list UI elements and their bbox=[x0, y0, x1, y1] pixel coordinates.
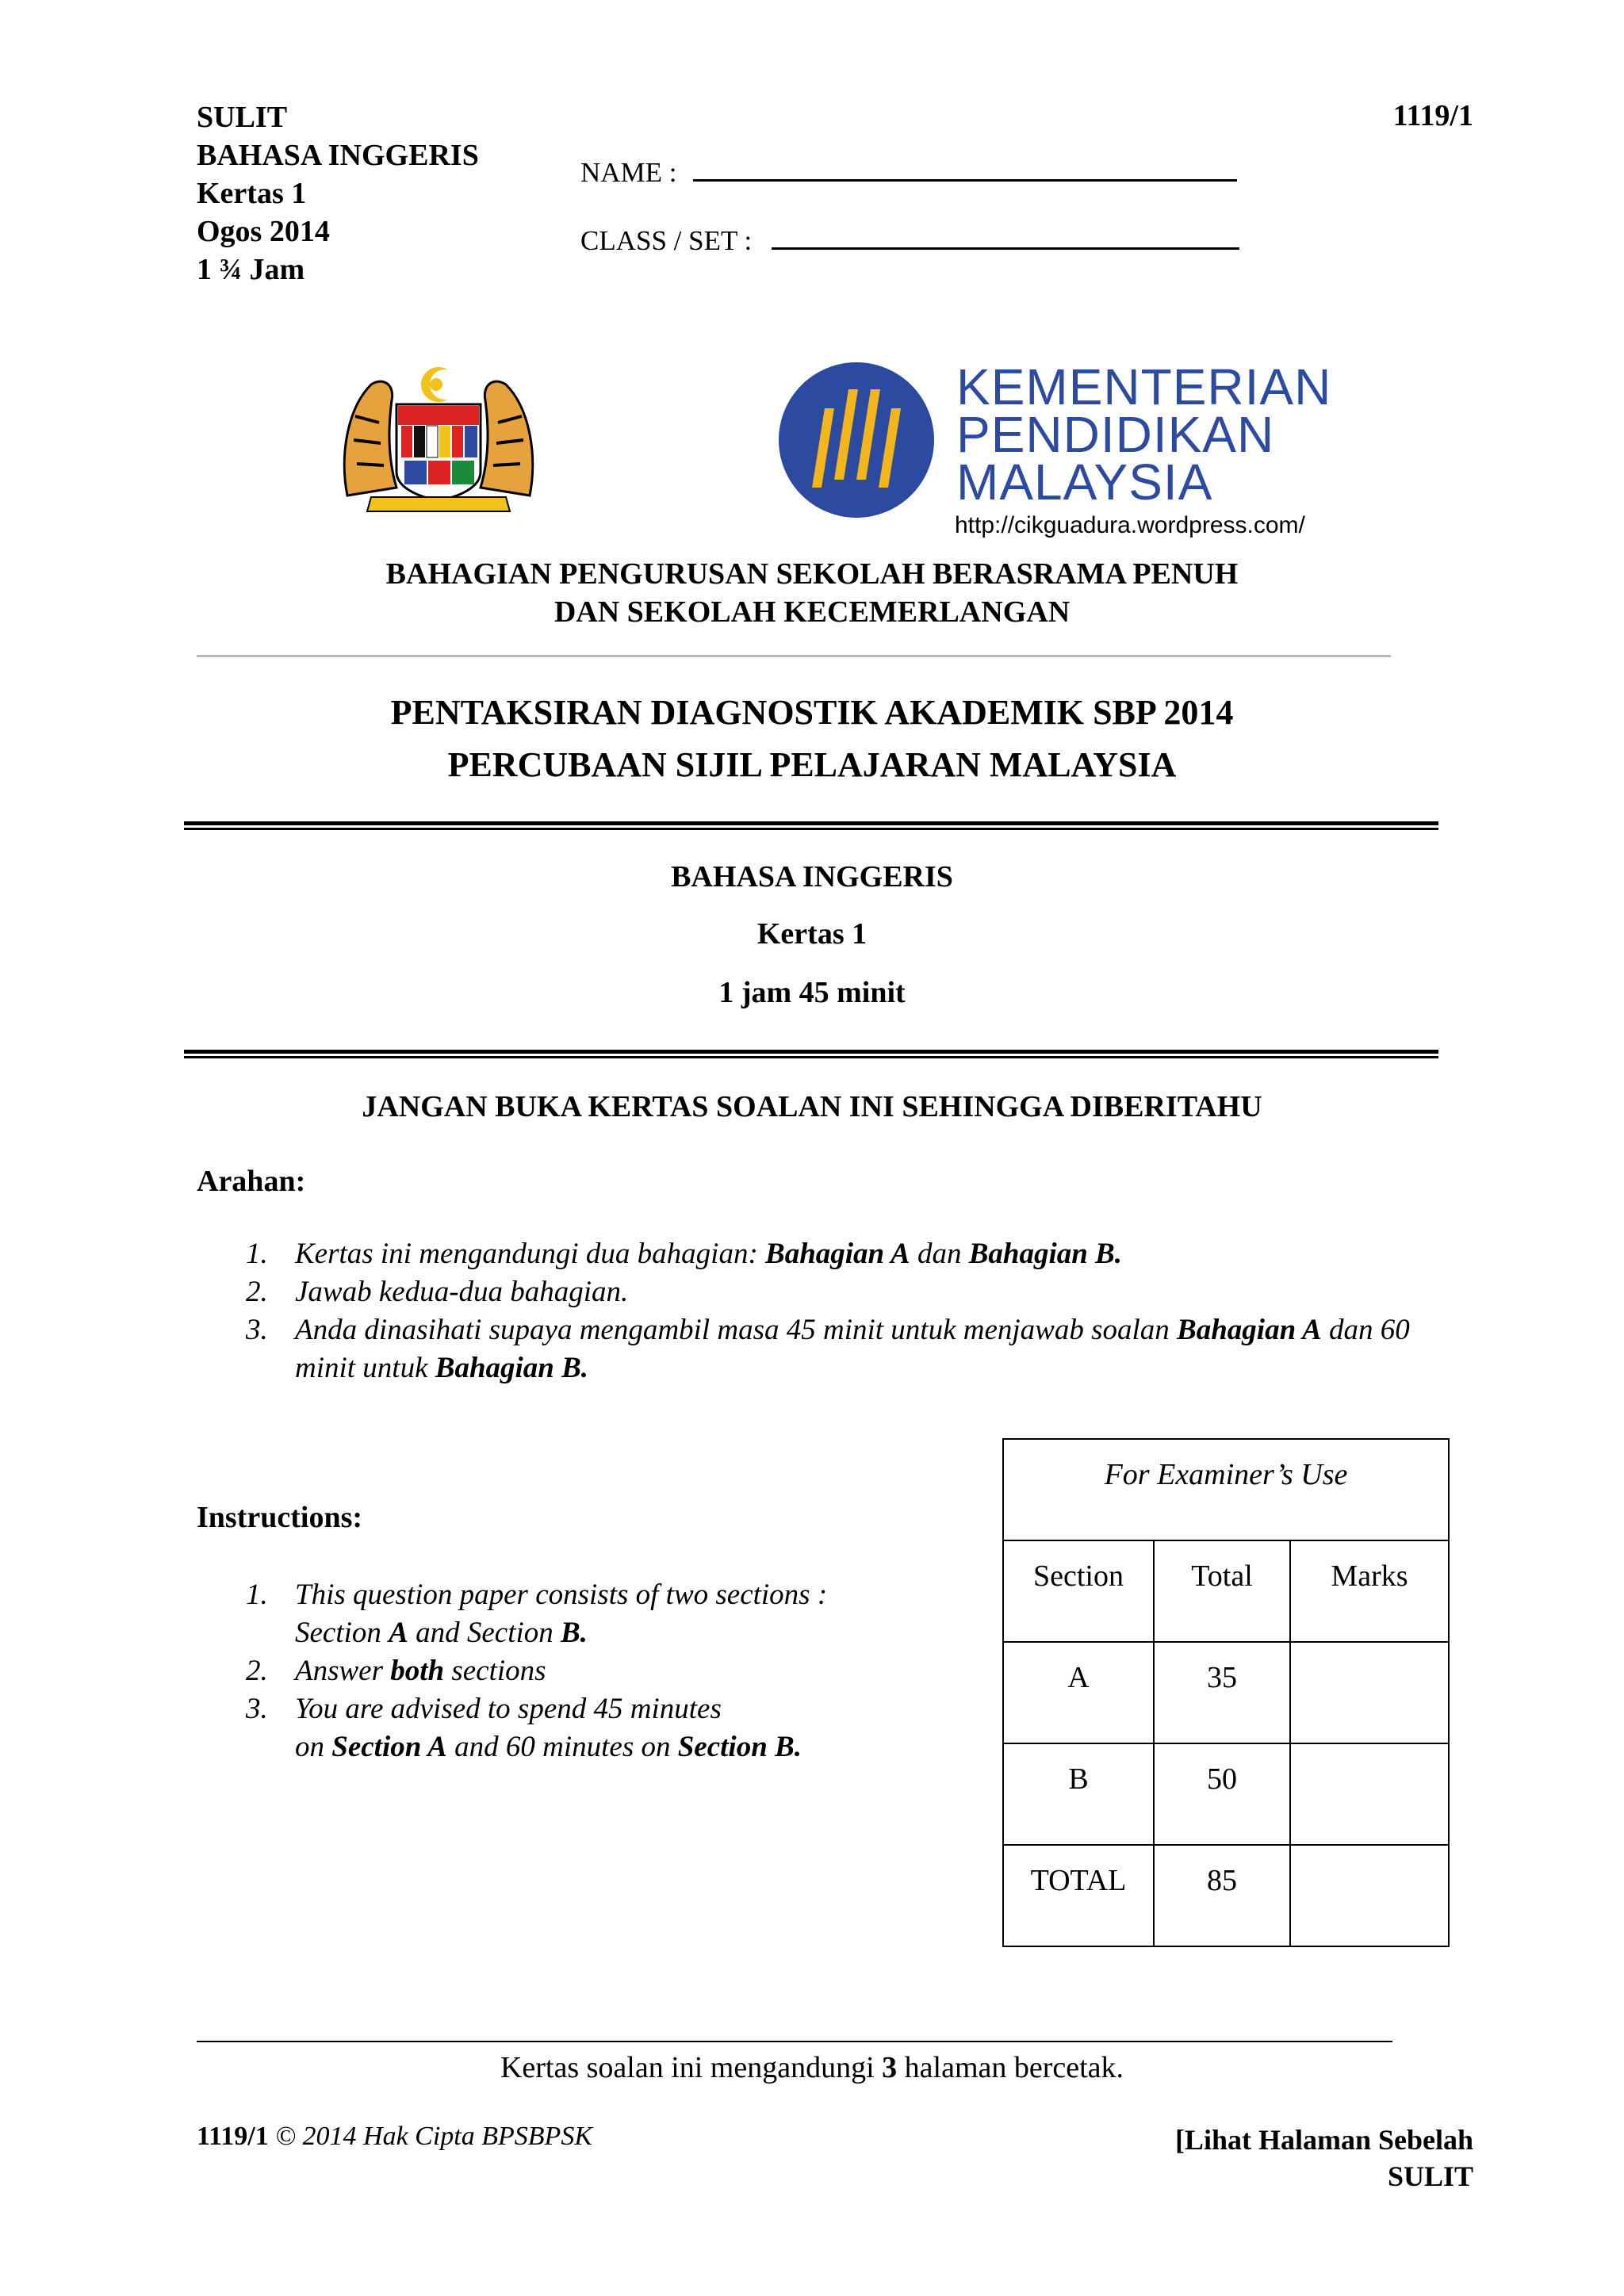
copyright-text: © 2014 Hak Cipta BPSBPSK bbox=[268, 2122, 593, 2151]
page-count: 3 bbox=[882, 2051, 898, 2084]
row-a-section: A bbox=[1003, 1642, 1154, 1743]
class-label: CLASS / SET : bbox=[580, 225, 753, 256]
arahan-list bbox=[246, 1235, 1451, 1387]
header-line-date: Ogos 2014 bbox=[197, 215, 330, 248]
table-row bbox=[1003, 1845, 1449, 1946]
kpm-line-3: MALAYSIA bbox=[956, 453, 1213, 511]
exam-title-2: PERCUBAAN SIJIL PELAJARAN MALAYSIA bbox=[447, 745, 1177, 784]
row-b-section: B bbox=[1003, 1743, 1154, 1845]
instruction-item-1: 1. This question paper consists of two sections : Section A and Section B. bbox=[246, 1578, 828, 1649]
page-count-note: Kertas soalan ini mengandungi 3 halaman bercetak. bbox=[500, 2051, 1124, 2084]
footer-rule bbox=[197, 2041, 1392, 2042]
header-total: Total bbox=[1154, 1540, 1290, 1642]
kpm-wordmark bbox=[956, 358, 1332, 511]
instructions-heading: Instructions: bbox=[197, 1501, 363, 1534]
row-b-total: 50 bbox=[1154, 1743, 1290, 1845]
paper-title: Kertas 1 bbox=[756, 917, 868, 951]
instruction-item-3: 3. You are advised to spend 45 minutes on Section A and 60 minutes on Section B. bbox=[246, 1693, 802, 1763]
division-line-2: DAN SEKOLAH KECEMERLANGAN bbox=[553, 595, 1071, 629]
exam-title-block bbox=[0, 687, 1624, 791]
examiner-table bbox=[1002, 1438, 1450, 1947]
subject-title: BAHASA INGGERIS bbox=[671, 860, 953, 894]
row-a-total: 35 bbox=[1154, 1642, 1290, 1743]
table-row bbox=[1003, 1642, 1449, 1743]
next-page-note: [Lihat Halaman Sebelah bbox=[1174, 2124, 1473, 2156]
paper-code: 1119/1 bbox=[1392, 99, 1473, 132]
double-rule-top bbox=[184, 821, 1438, 830]
divider-gray bbox=[197, 655, 1391, 657]
header-section: Section bbox=[1003, 1540, 1154, 1642]
row-total-marks[interactable] bbox=[1290, 1845, 1449, 1946]
arahan-heading: Arahan: bbox=[197, 1165, 306, 1198]
arahan-item-1: 1. Kertas ini mengandungi dua bahagian: Bahagian A dan Bahagian B. bbox=[246, 1238, 1122, 1270]
header-line-paper: Kertas 1 bbox=[197, 177, 307, 210]
name-field[interactable] bbox=[693, 155, 1237, 182]
arahan-item-3: 3. Anda dinasihati supaya mengambil masa 45 minit untuk menjawab soalan Bahagian A dan 60 minit untuk Bahagian B. bbox=[246, 1314, 1410, 1384]
kpm-line-2: PENDIDIKAN bbox=[956, 406, 1275, 463]
arahan-item-2: 2. Jawab kedua-dua bahagian. bbox=[246, 1276, 629, 1308]
double-rule-bottom bbox=[184, 1050, 1438, 1058]
source-url[interactable]: http://cikguadura.wordpress.com/ bbox=[955, 512, 1305, 538]
name-field-row bbox=[580, 155, 1237, 189]
kpm-line-1: KEMENTERIAN bbox=[956, 358, 1332, 415]
header-marks: Marks bbox=[1290, 1540, 1449, 1642]
header-line-sulit: SULIT bbox=[197, 101, 288, 134]
kpm-logo-circle bbox=[779, 362, 934, 518]
duration-title: 1 jam 45 minit bbox=[718, 976, 906, 1009]
row-b-marks[interactable] bbox=[1290, 1743, 1449, 1845]
instruction-item-2: 2. Answer both sections bbox=[246, 1655, 546, 1687]
header-line-subject: BAHASA INGGERIS bbox=[197, 139, 479, 172]
division-title bbox=[0, 555, 1624, 631]
do-not-open-warning: JANGAN BUKA KERTAS SOALAN INI SEHINGGA DIBERITAHU bbox=[362, 1090, 1262, 1123]
table-row bbox=[1003, 1743, 1449, 1845]
instructions-list bbox=[246, 1576, 959, 1766]
class-field-row bbox=[580, 224, 1239, 257]
malaysia-coat-of-arms bbox=[339, 361, 538, 520]
footer-sulit: SULIT bbox=[1387, 2160, 1473, 2192]
examiner-table-caption: For Examiner’s Use bbox=[1003, 1439, 1449, 1540]
exam-title-1: PENTAKSIRAN DIAGNOSTIK AKADEMIK SBP 2014 bbox=[390, 693, 1234, 732]
division-line-1: BAHAGIAN PENGURUSAN SEKOLAH BERASRAMA PENUH bbox=[385, 557, 1239, 591]
header-line-duration: 1 ¾ Jam bbox=[197, 253, 305, 286]
class-field[interactable] bbox=[772, 224, 1239, 250]
row-total-total: 85 bbox=[1154, 1845, 1290, 1946]
examiner-table-wrapper bbox=[1002, 1438, 1450, 1947]
copyright-line bbox=[197, 2122, 592, 2152]
row-a-marks[interactable] bbox=[1290, 1642, 1449, 1743]
copyright-code: 1119/1 bbox=[197, 2122, 269, 2151]
name-label: NAME : bbox=[580, 157, 677, 188]
row-total-section: TOTAL bbox=[1003, 1845, 1154, 1946]
footer-right bbox=[1175, 2122, 1473, 2195]
header-left-block bbox=[197, 98, 479, 289]
